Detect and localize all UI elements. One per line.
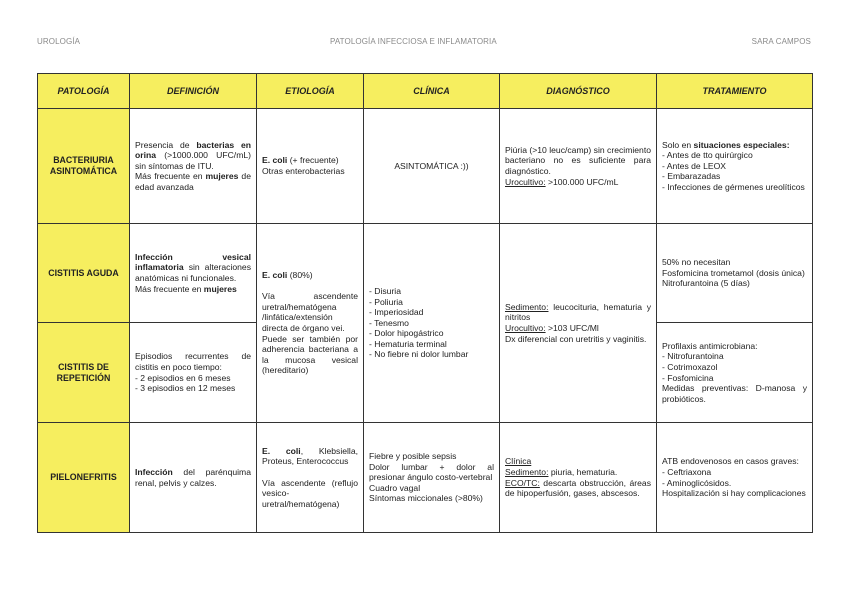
text: piuria, hematuria.	[548, 466, 618, 477]
list-item: - No fiebre ni dolor lumbar	[369, 349, 469, 360]
text: Episodios recurrentes de cistitis en poco tiempo:	[135, 351, 251, 372]
text: , Klebsiella, Proteus, Enterococcus	[262, 445, 359, 467]
cell-bacteriuria-clinica: ASINTOMÁTICA :))	[364, 109, 500, 224]
cell-bacteriuria-definicion	[130, 109, 257, 224]
table-header-row	[38, 74, 813, 109]
cell-recurrente-tratamiento	[657, 323, 813, 423]
bold-text: E. coli	[262, 155, 288, 166]
cell-cistitis-clinica	[364, 224, 500, 423]
underlined-text: ECO/TC:	[505, 477, 540, 488]
list-item: Nitrofurantoina (5 días)	[662, 278, 750, 289]
col-header-patologia: PATOLOGÍA	[38, 74, 130, 109]
bold-text: situaciones especiales:	[693, 139, 790, 150]
list-item: - Fosfomicina	[662, 372, 714, 383]
list-item: Fosfomicina trometamol (dosis única)	[662, 267, 805, 278]
cell-recurrente-definicion	[130, 323, 257, 423]
list-item: - Antes de tto quirúrgico	[662, 150, 753, 161]
cell-cistitis-definicion	[130, 224, 257, 323]
table-row	[38, 109, 813, 224]
list-item: Síntomas miccionales (>80%)	[369, 493, 483, 504]
col-header-diagnostico: DIAGNÓSTICO	[500, 74, 657, 109]
row-label-pielonefritis: PIELONEFRITIS	[38, 423, 130, 533]
text: >100.000 UFC/mL	[545, 176, 619, 187]
list-item: - Disuria	[369, 285, 401, 296]
text: (80%)	[287, 270, 313, 281]
text: Presencia de	[135, 139, 197, 150]
list-item: - Embarazadas	[662, 171, 721, 182]
cell-pielo-clinica	[364, 423, 500, 533]
list-item: Medidas preventivas: D-manosa y probióticos.	[662, 383, 807, 404]
text: >103 UFC/Ml	[545, 323, 599, 333]
list-item: - Poliuria	[369, 296, 403, 307]
text: Más frecuente en	[135, 283, 204, 294]
text: Vía ascendente (reflujo vesico-uretral/hematógena)	[262, 477, 358, 509]
col-header-etiologia: ETIOLOGÍA	[257, 74, 364, 109]
text: Vía ascendente uretral/hematógena /linfática/extensión directa de órgano vei.	[262, 291, 358, 333]
text: Solo en	[662, 139, 694, 150]
cell-cistitis-tratamiento	[657, 224, 813, 323]
table-row	[38, 224, 813, 323]
cell-pielo-etiologia	[257, 423, 364, 533]
bold-text: E. coli	[262, 445, 301, 456]
header-topic: PATOLOGÍA INFECCIOSA E INFLAMATORIA	[330, 37, 497, 46]
col-header-clinica: CLÍNICA	[364, 74, 500, 109]
list-item: Cuadro vagal	[369, 482, 421, 493]
list-item: - Dolor hipogástrico	[369, 328, 444, 339]
underlined-text: Sedimento:	[505, 466, 549, 477]
text: Más frecuente en	[135, 171, 206, 182]
list-item: - 2 episodios en 6 meses	[135, 372, 231, 383]
bold-text: mujeres	[205, 171, 239, 182]
col-header-tratamiento: TRATAMIENTO	[657, 74, 813, 109]
cell-bacteriuria-etiologia	[257, 109, 364, 224]
row-label-cistitis-repeticion: CISTITIS DE REPETICIÓN	[38, 323, 130, 423]
text: (+ frecuente)	[287, 155, 339, 166]
underlined-text: Urocultivo:	[505, 323, 546, 333]
cell-bacteriuria-diagnostico	[500, 109, 657, 224]
cell-cistitis-diagnostico	[500, 224, 657, 423]
list-item: ATB endovenosos en casos graves:	[662, 456, 799, 467]
text: (>1000.000 UFC/mL) sin síntomas de ITU.	[135, 150, 251, 171]
list-item: - Aminoglicósidos.	[662, 477, 732, 488]
text: Puede ser también por adherencia bacteriana a la mucosa vesical (hereditario)	[262, 333, 358, 376]
list-item: 50% no necesitan	[662, 257, 731, 268]
list-item: - Ceftriaxona	[662, 466, 712, 477]
cell-bacteriuria-tratamiento	[657, 109, 813, 224]
cell-pielo-tratamiento	[657, 423, 813, 533]
bold-text: E. coli	[262, 270, 288, 281]
bold-text: Infección	[135, 466, 173, 477]
underlined-text: Sedimento:	[505, 301, 549, 312]
bold-text: bacterias en orina	[135, 139, 251, 161]
text: Profilaxis antimicrobiana:	[662, 340, 758, 351]
header-subject: UROLOGÍA	[37, 37, 81, 46]
underlined-text: Clínica	[505, 456, 532, 467]
list-item: - Antes de LEOX	[662, 160, 727, 171]
list-item: Dolor lumbar + dolor al presionar ángulo costo-vertebral	[369, 461, 494, 483]
text: leucocituria, hematuria y nitritos	[505, 301, 651, 323]
cell-cistitis-etiologia	[257, 224, 364, 423]
list-item: - Hematuria terminal	[369, 338, 447, 349]
text: descarta obstrucción, áreas de hipoperfusión, gases, abscesos.	[505, 477, 651, 499]
text: del parénquima renal, pelvis y calzes.	[135, 466, 251, 488]
list-item: - Imperiosidad	[369, 307, 424, 318]
list-item: - 3 episodios en 12 meses	[135, 383, 236, 394]
list-item: - Nitrofurantoina	[662, 351, 724, 362]
text: de edad avanzada	[135, 171, 251, 192]
text: Otras enterobacterias	[262, 166, 345, 176]
list-item: - Cotrimoxazol	[662, 361, 718, 372]
bold-text: mujeres	[203, 283, 237, 294]
table-row	[38, 423, 813, 533]
row-label-bacteriuria: BACTERIURIA ASINTOMÁTICA	[38, 109, 130, 224]
underlined-text: Urocultivo:	[505, 176, 546, 187]
text: sin alteraciones anatómicas ni funcionales.	[135, 262, 251, 283]
cell-pielo-definicion	[130, 423, 257, 533]
bold-text: Infección vesical inflamatoria	[135, 251, 251, 273]
list-item: Hospitalización si hay complicaciones	[662, 488, 806, 499]
text: Dx diferencial con uretritis y vaginitis.	[505, 333, 647, 344]
text: Piúria (>10 leuc/camp) sin crecimiento bacteriano no es suficiente para diagnóstico.	[505, 144, 651, 176]
col-header-definicion: DEFINICIÓN	[130, 74, 257, 109]
list-item: - Tenesmo	[369, 317, 409, 328]
pathology-table	[37, 73, 813, 533]
list-item: Fiebre y posible sepsis	[369, 451, 457, 462]
list-item: - Infecciones de gérmenes ureolíticos	[662, 181, 805, 192]
header-author: SARA CAMPOS	[751, 37, 811, 46]
cell-pielo-diagnostico	[500, 423, 657, 533]
row-label-cistitis-aguda: CISTITIS AGUDA	[38, 224, 130, 323]
